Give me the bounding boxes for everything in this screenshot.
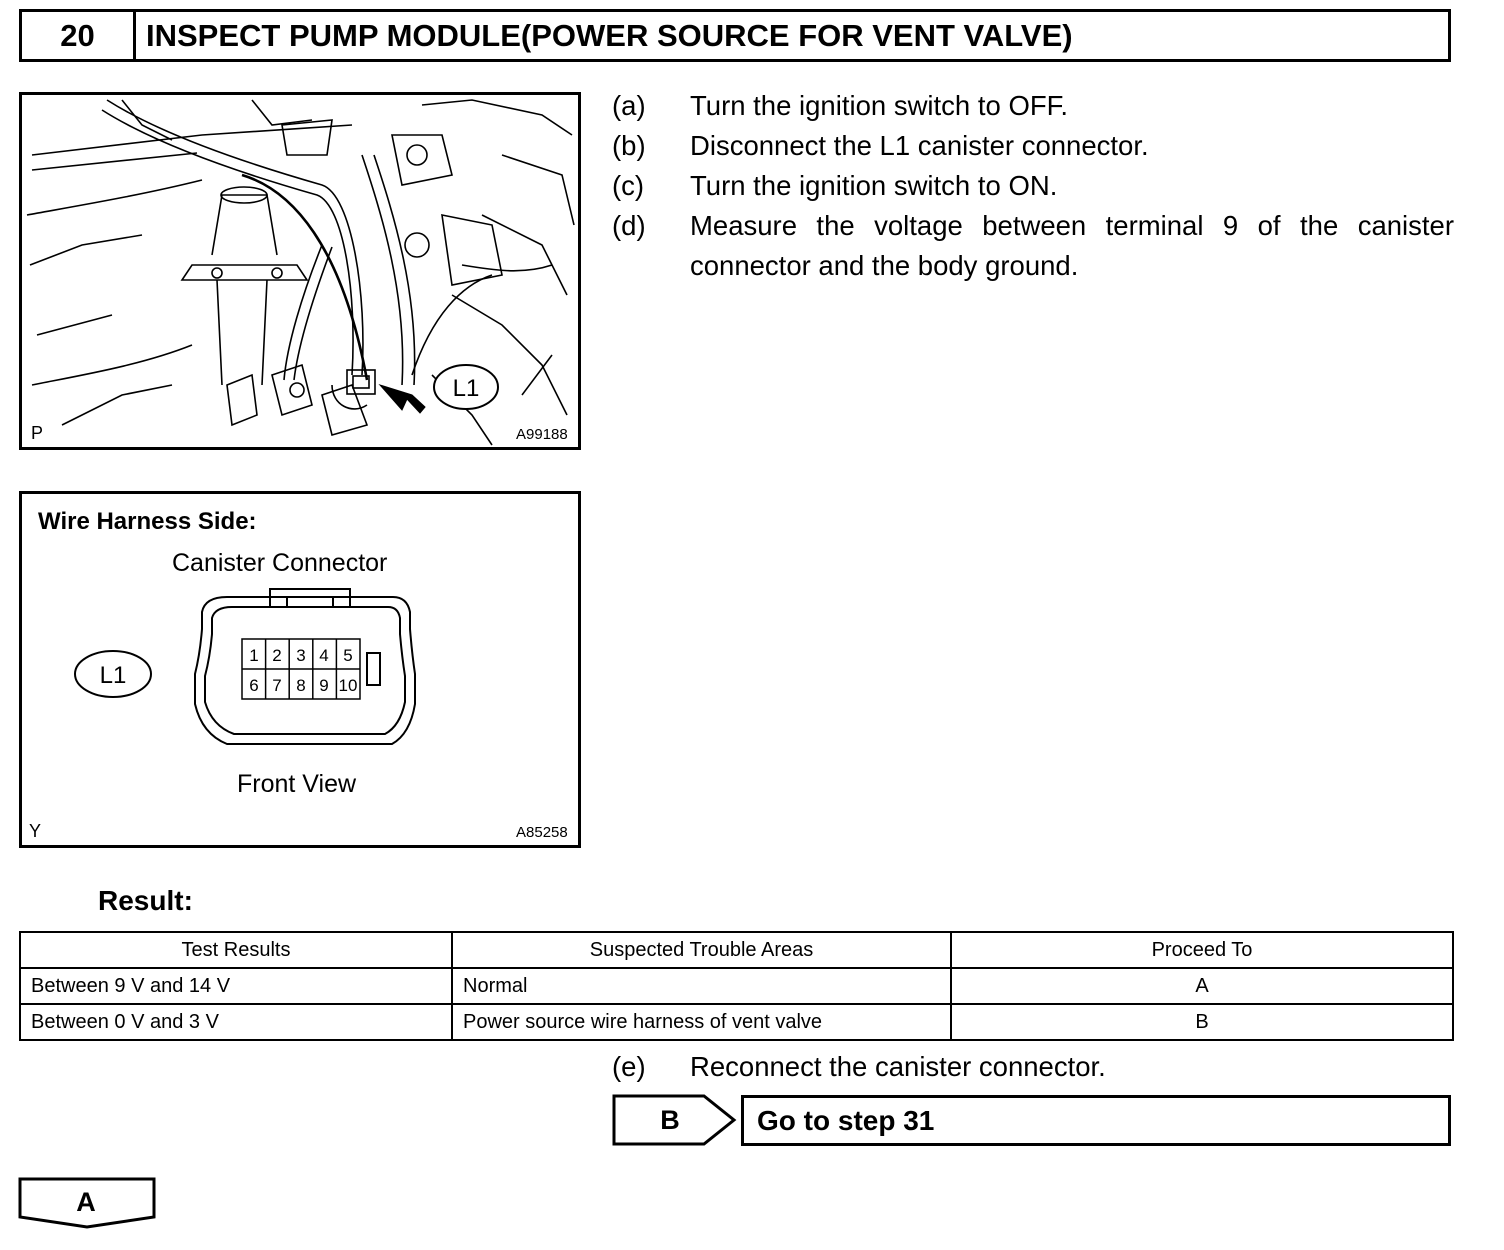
table-cell: Between 9 V and 14 V (20, 968, 452, 1004)
pin-3: 3 (296, 646, 306, 665)
goto-step-box[interactable] (741, 1095, 1451, 1146)
column-header: Proceed To (951, 932, 1453, 968)
instruction-c (612, 166, 1454, 206)
l1-callout-label: L1 (99, 662, 127, 689)
instruction-label: (d) (612, 210, 646, 241)
goto-step-text: Go to step 31 (757, 1104, 935, 1136)
step-header (19, 9, 1451, 62)
column-header: Suspected Trouble Areas (452, 932, 951, 968)
instruction-text: Disconnect the L1 canister connector. (690, 130, 1149, 161)
l1-callout-label: L1 (452, 375, 480, 402)
instruction-e (612, 1047, 1454, 1087)
front-view-label: Front View (237, 770, 357, 798)
figure-code: A99188 (516, 426, 568, 443)
pin-7: 7 (272, 676, 282, 695)
result-table (19, 931, 1454, 1041)
goto-b-arrow-box[interactable] (612, 1094, 738, 1146)
goto-a-label: A (76, 1187, 96, 1217)
pin-2: 2 (272, 646, 282, 665)
instruction-text: Measure the voltage between terminal 9 of the canister connector and the body ground. (690, 210, 1454, 281)
table-cell: A (951, 968, 1453, 1004)
pin-4: 4 (319, 646, 329, 665)
pin-6: 6 (249, 676, 259, 695)
instruction-text: Turn the ignition switch to ON. (690, 170, 1058, 201)
connector-name: Canister Connector (172, 549, 388, 577)
instruction-a (612, 86, 1454, 126)
table-cell: Power source wire harness of vent valve (452, 1004, 951, 1040)
pin-8: 8 (296, 676, 306, 695)
table-row (20, 968, 1453, 1004)
goto-a-arrow-box[interactable] (18, 1177, 158, 1229)
goto-b-label: B (660, 1105, 680, 1135)
result-heading: Result: (98, 885, 193, 916)
table-cell: Normal (452, 968, 951, 1004)
figure-corner-letter: Y (29, 821, 42, 841)
instruction-d (612, 206, 1454, 286)
instruction-label: (c) (612, 170, 645, 201)
engine-illustration (19, 92, 581, 450)
connector-diagram (19, 491, 581, 848)
figure-corner-letter: P (31, 423, 44, 443)
step-title: INSPECT PUMP MODULE(POWER SOURCE FOR VENT VALVE) (146, 17, 1073, 53)
instruction-b (612, 126, 1454, 166)
instruction-text: Turn the ignition switch to OFF. (690, 90, 1069, 121)
table-row (20, 1004, 1453, 1040)
instruction-label: (a) (612, 90, 646, 121)
table-cell: B (951, 1004, 1453, 1040)
wire-harness-heading: Wire Harness Side: (38, 508, 257, 535)
pin-9: 9 (319, 676, 329, 695)
pointer-arrow (380, 385, 425, 413)
pin-5: 5 (343, 646, 353, 665)
table-cell: Between 0 V and 3 V (20, 1004, 452, 1040)
table-header-row (20, 932, 1453, 968)
figure-code: A85258 (516, 824, 568, 841)
pin-10: 10 (338, 676, 358, 695)
engine-drawing (22, 95, 578, 447)
pin-1: 1 (249, 646, 259, 665)
column-header: Test Results (20, 932, 452, 968)
instruction-label: (b) (612, 130, 646, 161)
instruction-text: Reconnect the canister connector. (690, 1051, 1106, 1082)
instruction-label: (e) (612, 1051, 646, 1082)
step-number: 20 (22, 12, 136, 59)
